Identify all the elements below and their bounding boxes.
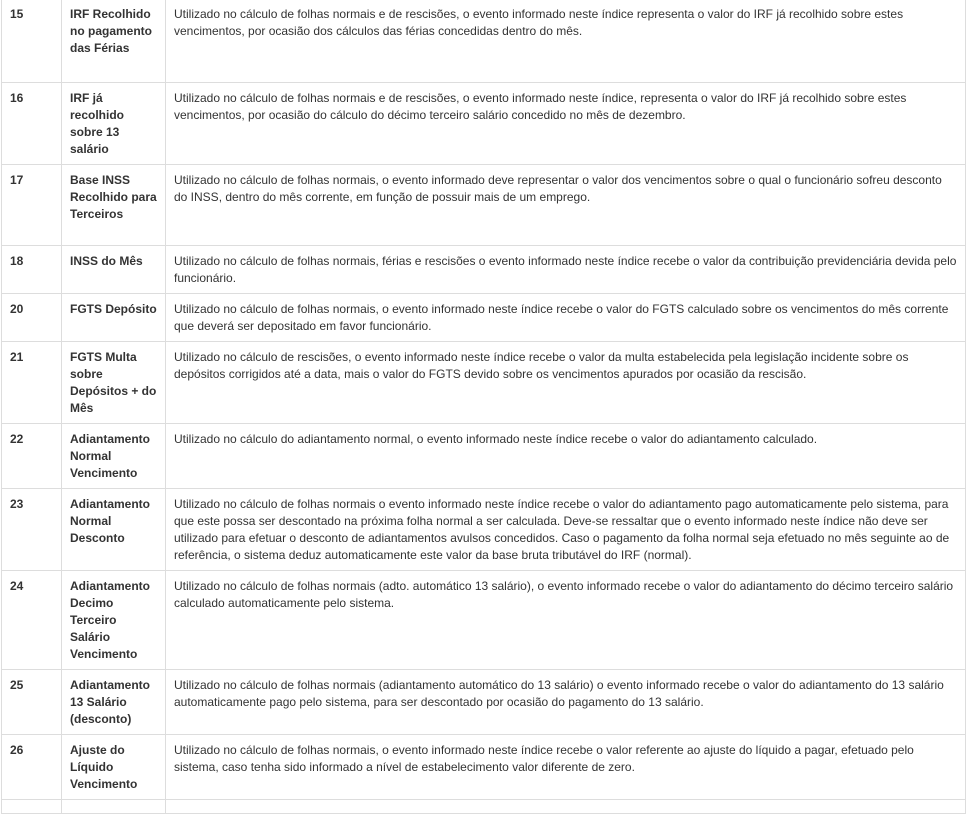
row-code: 16 [2,83,62,165]
table-row [2,489,966,571]
row-name: Adiantamento 13 Salário (desconto) [62,670,166,735]
row-code: 20 [2,294,62,342]
row-code: 24 [2,571,62,670]
row-description: Utilizado no cálculo de rescisões, o evento informado neste índice recebe o valor da multa estabelecida pela legislação incidente sobre os depósitos corrigidos até a data, mais o valor do FGTS devido sobre os vencimentos apurados por ocasião da rescisão. [166,342,966,424]
table-row [2,424,966,489]
table-row [2,246,966,294]
row-code: 22 [2,424,62,489]
row-name: Adiantamento Decimo Terceiro Salário Vencimento [62,571,166,670]
table-row-partial [2,800,966,814]
row-name: Adiantamento Normal Vencimento [62,424,166,489]
row-code: 21 [2,342,62,424]
row-code: 18 [2,246,62,294]
row-name-empty [62,800,166,814]
row-description: Utilizado no cálculo de folhas normais, o evento informado neste índice recebe o valor referente ao ajuste do líquido a pagar, efetuado pelo sistema, caso tenha sido informado a nível de estabelecimento valor diferente de zero. [166,735,966,800]
row-description: Utilizado no cálculo de folhas normais, o evento informado neste índice recebe o valor do FGTS calculado sobre os vencimentos do mês corrente que deverá ser depositado em favor funcionário. [166,294,966,342]
row-name: FGTS Depósito [62,294,166,342]
row-code: 25 [2,670,62,735]
row-description: Utilizado no cálculo de folhas normais, o evento informado deve representar o valor dos vencimentos sobre o qual o funcionário sofreu desconto do INSS, dentro do mês corrente, em função de possuir mais de um emprego. [166,165,966,246]
table-row [2,342,966,424]
indices-table [1,0,966,814]
row-description: Utilizado no cálculo de folhas normais e de rescisões, o evento informado neste índice representa o valor do IRF já recolhido sobre estes vencimentos, por ocasião dos cálculos das férias concedidas dentro do mês. [166,0,966,83]
row-description: Utilizado no cálculo de folhas normais e de rescisões, o evento informado neste índice, representa o valor do IRF já recolhido sobre estes vencimentos, por ocasião do cálculo do décimo terceiro salário concedido no mês de dezembro. [166,83,966,165]
row-description: Utilizado no cálculo do adiantamento normal, o evento informado neste índice recebe o valor do adiantamento calculado. [166,424,966,489]
row-description-empty [166,800,966,814]
row-name: Ajuste do Líquido Vencimento [62,735,166,800]
table-row [2,735,966,800]
row-code: 26 [2,735,62,800]
table-row [2,83,966,165]
row-name: IRF já recolhido sobre 13 salário [62,83,166,165]
row-code: 15 [2,0,62,83]
table-row [2,294,966,342]
row-code: 23 [2,489,62,571]
row-name: Base INSS Recolhido para Terceiros [62,165,166,246]
table-row [2,670,966,735]
row-name: INSS do Mês [62,246,166,294]
row-name: IRF Recolhido no pagamento das Férias [62,0,166,83]
row-code-empty [2,800,62,814]
row-description: Utilizado no cálculo de folhas normais (adto. automático 13 salário), o evento informado recebe o valor do adiantamento do décimo terceiro salário calculado automaticamente pelo sistema. [166,571,966,670]
row-description: Utilizado no cálculo de folhas normais, férias e rescisões o evento informado neste índice recebe o valor da contribuição previdenciária devida pelo funcionário. [166,246,966,294]
row-description: Utilizado no cálculo de folhas normais o evento informado neste índice recebe o valor do adiantamento pago automaticamente pelo sistema, para que este possa ser descontado na próxima folha normal a ser calculada. Deve-se ressaltar que o evento informado neste índice não deve ser utilizado para efetuar o desconto de adiantamentos avulsos concedidos. Caso o pagamento da folha normal seja efetuado no mês seguinte ao de referência, o sistema deduz automaticamente este valor da base bruta tributável do IRF (normal). [166,489,966,571]
row-name: Adiantamento Normal Desconto [62,489,166,571]
row-code: 17 [2,165,62,246]
table-row [2,165,966,246]
row-name: FGTS Multa sobre Depósitos + do Mês [62,342,166,424]
table-row [2,0,966,83]
table-row [2,571,966,670]
row-description: Utilizado no cálculo de folhas normais (adiantamento automático do 13 salário) o evento informado recebe o valor do adiantamento do 13 salário automaticamente pago pelo sistema, para ser descontado por ocasião do pagamento do 13 salário. [166,670,966,735]
